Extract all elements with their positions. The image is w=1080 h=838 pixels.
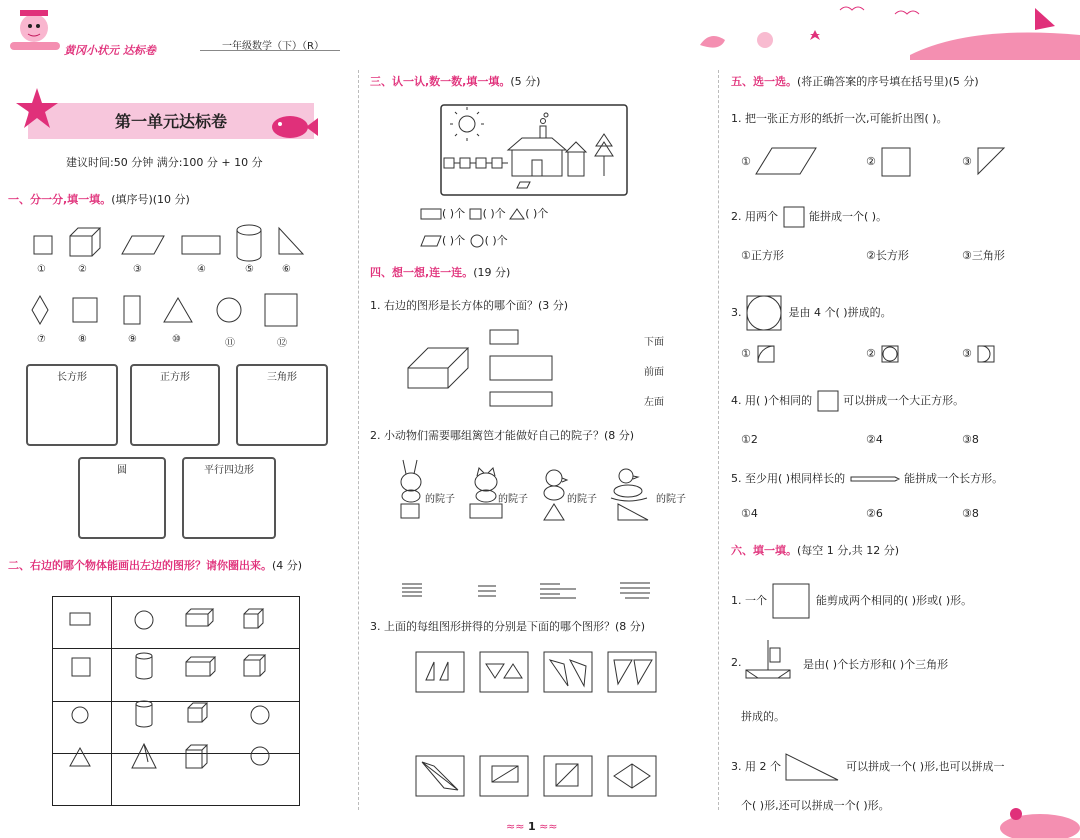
option-5-5-a[interactable]: ①4 (741, 507, 758, 520)
option-5-2-a[interactable]: ①正方形 (741, 249, 784, 262)
shell-icon (700, 36, 725, 48)
question-6-3: 3. 用 2 个 可以拼成一个( )形,也可以拼成一 (731, 752, 1005, 782)
sun-icon (459, 116, 475, 132)
parallelogram-icon (754, 146, 818, 176)
rabbit-icon (401, 460, 421, 502)
option-5-5-b[interactable]: ②6 (866, 507, 883, 520)
column-divider (358, 70, 359, 810)
square-shape (34, 236, 52, 254)
section-4-heading: 四、想一想,连一连。(19 分) (370, 266, 511, 279)
option-5-2-c[interactable]: ③三角形 (962, 249, 1005, 262)
question-6-3-continued: 个( )形,还可以拼成一个( )形。 (741, 799, 890, 812)
parallelogram-shape (122, 236, 164, 254)
rhombus-shape (32, 296, 48, 324)
exam-meta: 建议时间:50 分钟 满分:100 分 + 10 分 (66, 156, 263, 169)
face-label-front: 前面 (644, 367, 664, 378)
option-5-4-a[interactable]: ①2 (741, 433, 758, 446)
section-6-heading: 六、填一填。(每空 1 分,共 12 分) (731, 544, 900, 557)
column-divider (718, 70, 719, 810)
subject-title: 一年级数学（下）（R） (222, 41, 324, 52)
page-title: 第一单元达标卷 (114, 112, 227, 131)
category-box-square[interactable]: 正方形 (130, 364, 220, 446)
rectangle-shape (124, 296, 140, 324)
category-box-circle[interactable]: 圆 (78, 457, 166, 539)
option-5-3-b[interactable]: ② (866, 347, 876, 360)
seagull-icon (895, 11, 919, 14)
triangle-icon (976, 146, 1008, 178)
quarter-circle-icon (756, 344, 778, 364)
question-6-2-label: 2. (731, 656, 742, 669)
question-6-2-continued: 拼成的。 (741, 710, 785, 723)
option-5-4-c[interactable]: ③8 (962, 433, 979, 446)
option-5-5-c[interactable]: ③8 (962, 507, 979, 520)
mascot-icon (6, 4, 66, 54)
fence-sticks-figure (400, 580, 660, 600)
header-decoration-left (6, 4, 66, 54)
square-icon (880, 146, 914, 178)
option-5-1-c[interactable]: ③ (962, 155, 972, 168)
question-4-1: 1. 右边的图形是长方体的哪个面？(3 分) (370, 299, 569, 312)
question-5-4: 4. 用( )个相同的 可以拼成一个大正方形。 (731, 390, 964, 412)
cat-icon (475, 468, 497, 502)
header-decoration-right (690, 0, 1080, 60)
labels-row-1: ① ② ③ ④ ⑤ ⑥ (37, 264, 291, 275)
circle-in-square-icon (880, 344, 902, 364)
starfish-icon (810, 30, 820, 40)
circle-shape (217, 298, 241, 322)
fish-icon (1010, 808, 1022, 820)
corner-decoration (990, 800, 1078, 838)
square-shape (73, 298, 97, 322)
yard-label: 的院子 (425, 494, 455, 505)
triangle-shape (164, 298, 192, 322)
question-5-1: 1. 把一张正方形的纸折一次,可能折出图( )。 (731, 112, 948, 125)
option-5-1-a[interactable]: ① (741, 155, 751, 168)
page-number: 1 (527, 820, 536, 833)
square-icon (782, 206, 806, 228)
wave-icon (910, 33, 1080, 61)
rectangle-shape (182, 236, 220, 254)
question-5-3: 3. 是由 4 个( )拼成的。 (731, 294, 892, 332)
duck-icon (611, 469, 647, 501)
yard-label: 的院子 (498, 494, 528, 505)
seagull-icon (840, 7, 864, 10)
section-3-heading: 三、认一认,数一数,填一填。(5 分) (370, 75, 541, 88)
face-label-left: 左面 (644, 397, 664, 408)
cube-shape (70, 228, 100, 256)
section-1-heading: 一、分一分,填一填。(填序号)(10 分) (8, 193, 190, 206)
sailboat-icon (742, 638, 798, 686)
triangle-shape (279, 228, 303, 254)
question-6-1: 1. 一个 能剪成两个相同的( )形或( )形。 (731, 582, 972, 620)
yard-label: 的院子 (567, 494, 597, 505)
house-picture (440, 104, 630, 198)
shapes-figure (0, 218, 355, 348)
question-6-2: 是由( )个长方形和( )个三角形 (803, 658, 949, 671)
category-box-parallelogram[interactable]: 平行四边形 (182, 457, 276, 539)
circle-in-square-icon (745, 294, 785, 332)
option-5-1-b[interactable]: ② (866, 155, 876, 168)
question-4-3: 3. 上面的每组图形拼得的分别是下面的哪个图形？(8 分) (370, 620, 646, 633)
option-5-3-c[interactable]: ③ (962, 347, 972, 360)
option-5-3-a[interactable]: ① (741, 347, 751, 360)
yard-label: 的院子 (656, 494, 686, 505)
bubble-icon (757, 32, 773, 48)
stick-icon (849, 475, 901, 483)
half-circle-icon (976, 344, 998, 364)
sailboat-icon (1035, 8, 1055, 30)
category-box-triangle[interactable]: 三角形 (236, 364, 328, 446)
category-box-rectangle[interactable]: 长方形 (26, 364, 118, 446)
header-rule (200, 50, 340, 51)
objects-figure (52, 596, 302, 808)
question-4-2: 2. 小动物们需要哪组篱笆才能做好自己的院子？(8 分) (370, 429, 635, 442)
square-icon (771, 582, 813, 620)
option-5-2-b[interactable]: ②长方形 (866, 249, 909, 262)
question-5-5: 5. 至少用( )根同样长的 能拼成一个长方形。 (731, 472, 1004, 485)
cuboid-faces-figure (406, 328, 646, 408)
page-footer: ≈≈ 1 ≈≈ (506, 820, 558, 833)
cylinder-shape (237, 225, 261, 261)
option-5-4-b[interactable]: ②4 (866, 433, 883, 446)
labels-row-2: ⑦ ⑧ ⑨ ⑩ ⑪ ⑫ (37, 334, 287, 349)
square-shape (265, 294, 297, 326)
section-5-heading: 五、选一选。(将正确答案的序号填在括号里)(5 分) (731, 75, 979, 88)
question-5-2: 2. 用两个 能拼成一个( )。 (731, 206, 887, 228)
count-row-2: ( )个 ( )个 (420, 232, 508, 248)
count-row-1: ( )个 ( )个 ( )个 (420, 205, 548, 221)
right-triangle-icon (784, 752, 842, 782)
brand-title: 黄冈小状元 达标卷 (64, 44, 156, 57)
section-2-heading: 二、右边的哪个物体能画出左边的图形？请你圈出来。(4 分) (8, 559, 303, 572)
chick-icon (544, 470, 567, 500)
composition-figure (414, 650, 664, 810)
face-label-bottom: 下面 (644, 337, 664, 348)
square-icon (816, 390, 840, 412)
